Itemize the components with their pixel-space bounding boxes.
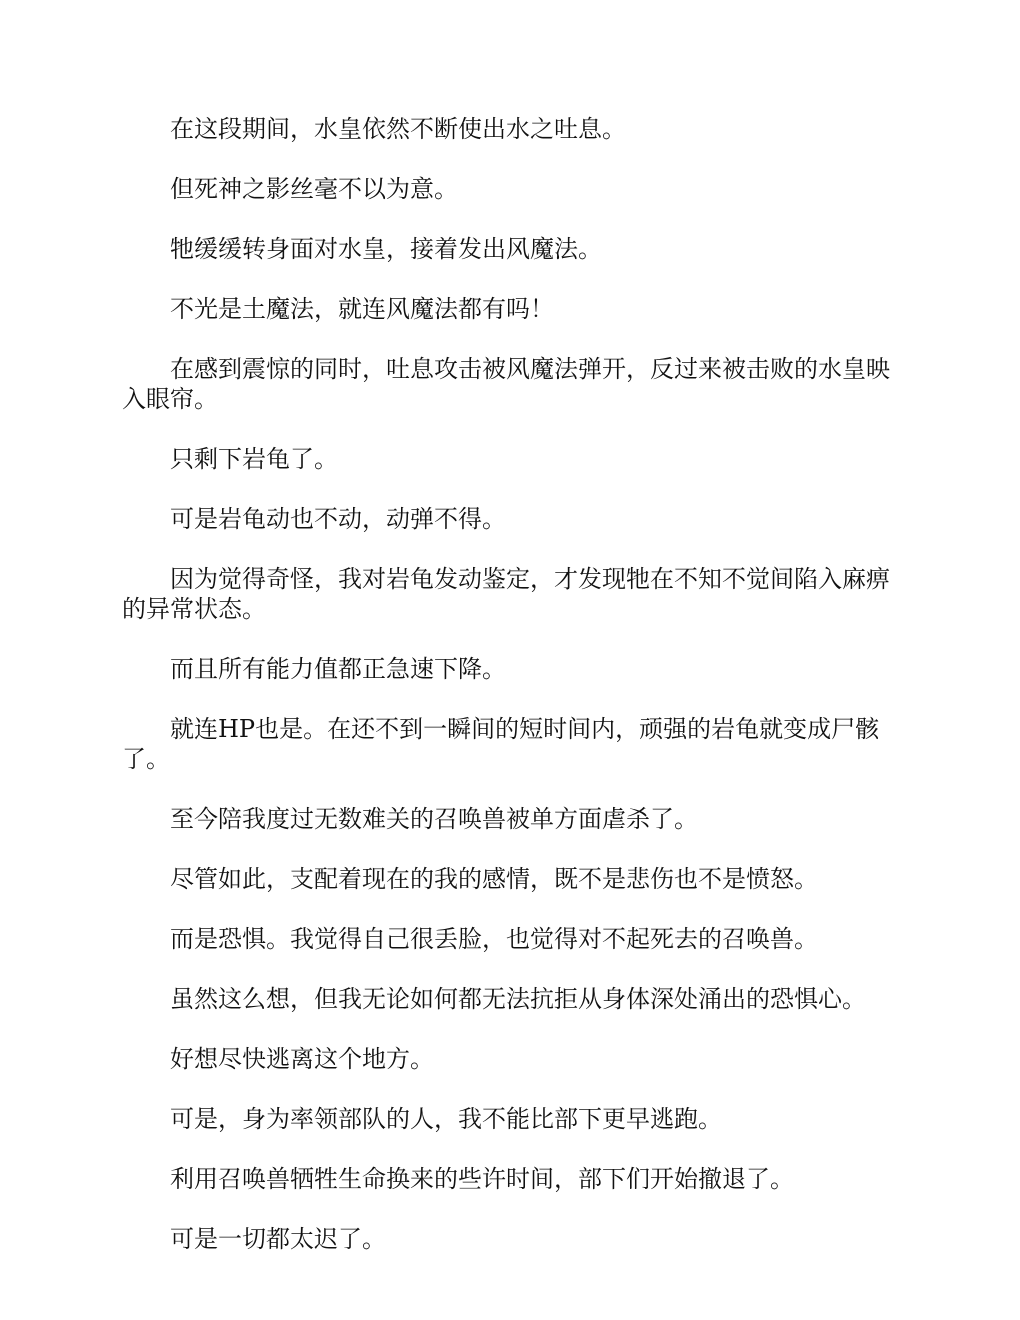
paragraph: 在感到震惊的同时，吐息攻击被风魔法弹开，反过来被击败的水皇映入眼帘。 bbox=[122, 355, 890, 413]
paragraph: 利用召唤兽牺牲生命换来的些许时间，部下们开始撤退了。 bbox=[170, 1165, 794, 1193]
paragraph: 牠缓缓转身面对水皇，接着发出风魔法。 bbox=[170, 235, 602, 263]
paragraph: 而是恐惧。我觉得自己很丢脸，也觉得对不起死去的召唤兽。 bbox=[170, 925, 818, 953]
paragraph: 至今陪我度过无数难关的召唤兽被单方面虐杀了。 bbox=[170, 805, 698, 833]
paragraph: 好想尽快逃离这个地方。 bbox=[170, 1045, 434, 1073]
paragraph: 不光是土魔法，就连风魔法都有吗！ bbox=[170, 295, 554, 323]
paragraph: 可是，身为率领部队的人，我不能比部下更早逃跑。 bbox=[170, 1105, 722, 1133]
paragraph: 而且所有能力值都正急速下降。 bbox=[170, 655, 506, 683]
paragraph: 就连HP也是。在还不到一瞬间的短时间内，顽强的岩龟就变成尸骸了。 bbox=[122, 715, 880, 773]
paragraph: 虽然这么想，但我无论如何都无法抗拒从身体深处涌出的恐惧心。 bbox=[170, 985, 866, 1013]
paragraph: 尽管如此，支配着现在的我的感情，既不是悲伤也不是愤怒。 bbox=[170, 865, 818, 893]
paragraph: 可是一切都太迟了。 bbox=[170, 1225, 386, 1253]
paragraph: 可是岩龟动也不动，动弹不得。 bbox=[170, 505, 506, 533]
paragraph: 只剩下岩龟了。 bbox=[170, 445, 338, 473]
paragraph: 在这段期间，水皇依然不断使出水之吐息。 bbox=[170, 115, 626, 143]
paragraph: 但死神之影丝毫不以为意。 bbox=[170, 175, 458, 203]
paragraph: 因为觉得奇怪，我对岩龟发动鉴定，才发现牠在不知不觉间陷入麻痹的异常状态。 bbox=[122, 565, 890, 623]
body-text bbox=[122, 114, 906, 1284]
